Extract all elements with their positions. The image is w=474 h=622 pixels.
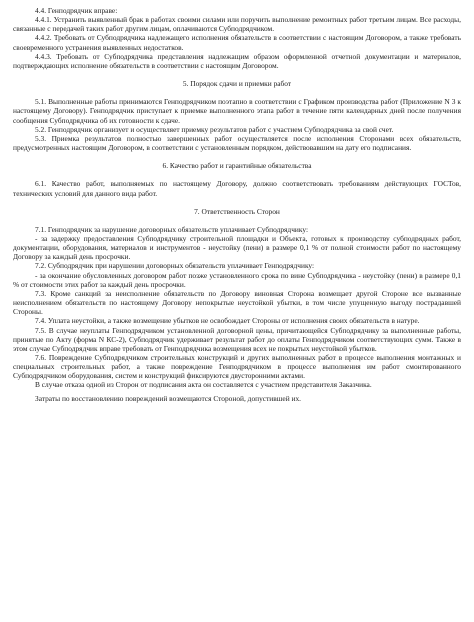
paragraph-4-4-3: 4.4.3. Требовать от Субподрядчика представления надлежащим образом оформленной отчетной документации и материалов, подтверждающих исполнение обязательств в соответствии с настоящим Договором. (13, 51, 461, 70)
section-heading-5: 5. Порядок сдачи и приемки работ (182, 79, 292, 89)
paragraph-7-6-costs: Затраты по восстановлению повреждений возмещаются Стороной, допустившей их. (35, 393, 302, 403)
paragraph-4-4: 4.4. Генподрядчик вправе: (35, 6, 118, 15)
paragraph-7-4: 7.4. Уплата неустойки, а также возмещение убытков не освобождает Стороны от исполнения своих обязательств в натуре. (35, 316, 420, 326)
paragraph-6-1: 6.1. Качество работ, выполняемых по настоящему Договору, должно соответствовать требованиям действующих ГОСТов, технических условий для данного вида работ. (13, 179, 461, 198)
paragraph-7-6-refusal: В случае отказа одной из Сторон от подписания акта он составляется с участием представителя Заказчика. (35, 380, 372, 390)
paragraph-4-4-2: 4.4.2. Требовать от Субподрядчика надлежащего исполнения обязательств в соответствии с настоящим Договором, а также требовать своевременного устранения выявленных недостатков. (13, 33, 461, 52)
section-heading-7: 7. Ответственность Сторон (194, 206, 280, 216)
paragraph-5-1: 5.1. Выполненные работы принимаются Генподрядчиком поэтапно в соответствии с Графиком производства работ (Приложение N 3 к настоящему Договору). Генподрядчик приступает к приемке выполненного этапа работ в течение пяти календарных дней после получения сообщения Субподрядчика об их готовности к сдаче. (13, 97, 461, 125)
paragraph-7-1: 7.1. Генподрядчик за нарушение договорных обязательств уплачивает Субподрядчику: (35, 224, 309, 234)
section-heading-6: 6. Качество работ и гарантийные обязательства (162, 161, 312, 171)
paragraph-7-2: 7.2. Субподрядчик при нарушении договорных обязательств уплачивает Генподрядчику: (35, 261, 315, 271)
paragraph-5-3: 5.3. Приемка результатов полностью завершенных работ осуществляется после исполнения Сторонами всех обязательств, предусмотренных настоящим Договором, в соответствии с установленным порядком, действовавшим на дату его подписания. (13, 133, 461, 153)
paragraph-7-6: 7.6. Повреждение Субподрядчиком строительных конструкций и других выполненных работ в процессе выполнения монтажных и специальных строительных работ, а также повреждение Генподрядчиком в процессе выполнения им работ смонтированного Субподрядчиком оборудования, систем и конструкций фиксируются двусторонними актами. (13, 353, 461, 381)
paragraph-5-2: 5.2. Генподрядчик организует и осуществляет приемку результатов работ с участием Субподрядчика за свой счет. (35, 124, 394, 134)
paragraph-7-5: 7.5. В случае неуплаты Генподрядчиком установленной договорной цены, причитающейся Субподрядчику за выполненные работы, принятые по Акту (форма N КС-2), Субподрядчик удерживает результат работ до оплаты Генподрядчиком соответствующих сумм. Также в этом случае Субподрядчик вправе требовать от Генподрядчика возмещения всех не покрытых неустойкой убытков. (13, 325, 461, 353)
paragraph-4-4-1: 4.4.1. Устранить выявленный брак в работах своими силами или поручить выполнение ремонтных работ третьим лицам. Все расходы, связанные с передачей таких работ другим лицам, оплачиваются Субподрядчиком. (13, 15, 461, 34)
paragraph-7-1-item: - за задержку предоставления Субподрядчику строительной площадки и Объекта, готовых к производству субподрядных работ, документации, оборудования, материалов и инструментов - неустойку (пени) в размере 0,1 % от полной стоимости работ по настоящему Договору за каждый день просрочки. (13, 233, 461, 262)
paragraph-7-2-item: - за окончание обусловленных договором работ позже установленного срока по вине Субподрядчика - неустойку (пени) в размере 0,1 % от стоимости этих работ за каждый день просрочки. (13, 270, 461, 289)
paragraph-7-3: 7.3. Кроме санкций за неисполнение обязательств по Договору виновная Сторона возмещает другой Стороне все вызванные неисполнением обязательств по настоящему Договору непокрытые неустойкой убытки, в том числе упущенную выгоду пострадавшей Стороны. (13, 288, 461, 317)
